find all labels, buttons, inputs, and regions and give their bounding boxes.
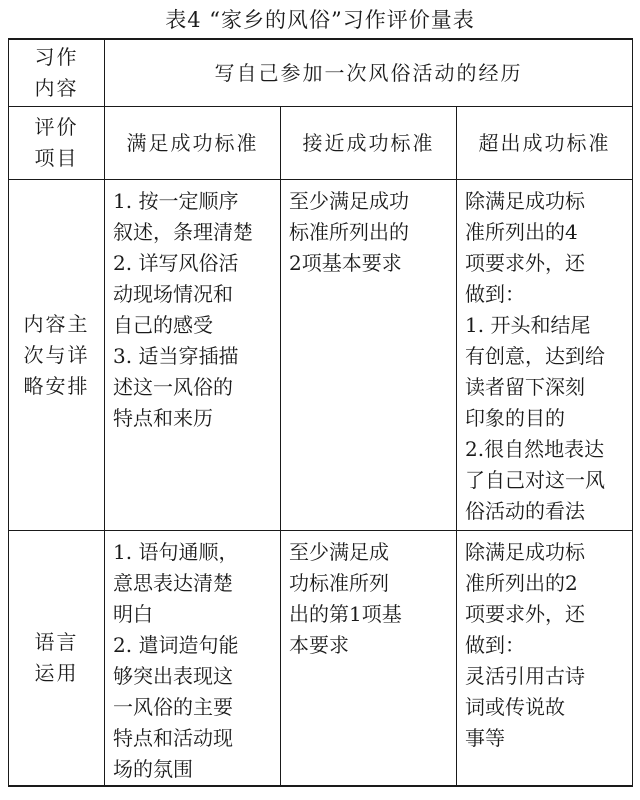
cell-text-line: 读者留下深刻 <box>465 375 585 399</box>
criteria-label-line: 项目 <box>34 146 79 170</box>
topic-label-cell <box>9 39 105 107</box>
cell-text-line: 明白 <box>113 602 153 626</box>
row-label-line: 次与详 <box>23 342 90 367</box>
cell-text-line: 有创意，达到给 <box>465 344 605 368</box>
evaluation-rubric-table <box>8 38 633 787</box>
cell-text-line: 功标准所列 <box>289 571 389 595</box>
cell-text-line: 项要求外，还 <box>465 602 585 626</box>
rubric-row-content-arrangement <box>9 180 633 531</box>
meets-criteria-cell <box>105 531 281 787</box>
cell-text-line: 自己的感受 <box>113 313 213 337</box>
row-label-cell <box>9 180 105 531</box>
cell-text-line: 一风俗的主要 <box>113 695 233 719</box>
cell-text-line: 准所列出的2 <box>465 571 578 595</box>
cell-text-line: 出的第1项基 <box>289 602 402 626</box>
cell-text-line: 除满足成功标 <box>465 540 585 564</box>
cell-text-line: 做到： <box>465 282 525 306</box>
row-label-line: 语言 <box>34 630 79 654</box>
cell-text-line: 至少满足成功 <box>289 189 409 213</box>
cell-text-line: 1. 开头和结尾 <box>465 313 591 337</box>
row-label-line: 内容主 <box>23 311 90 336</box>
topic-value: 写自己参加一次风俗活动的经历 <box>214 60 523 85</box>
cell-text-line: 叙述，条理清楚 <box>113 220 253 244</box>
approaching-criteria-cell <box>281 531 457 787</box>
column-header-approaching: 接近成功标准 <box>281 107 457 180</box>
header-row <box>9 107 633 180</box>
cell-text-line: 1. 语句通顺， <box>113 540 239 564</box>
criteria-label-cell <box>9 107 105 180</box>
cell-text-line: 至少满足成 <box>289 540 389 564</box>
cell-text-line: 词或传说故 <box>465 695 565 719</box>
exceeds-criteria-cell <box>457 180 633 531</box>
cell-text-line: 准所列出的4 <box>465 220 578 244</box>
cell-text-line: 意思表达清楚 <box>113 571 233 595</box>
cell-text-line: 2. 详写风俗活 <box>113 251 239 275</box>
cell-text-line: 灵活引用古诗 <box>465 664 585 688</box>
column-header-meets: 满足成功标准 <box>105 107 281 180</box>
exceeds-criteria-cell <box>457 531 633 787</box>
row-label-line: 运用 <box>34 661 79 685</box>
cell-text-line: 特点和活动现 <box>113 726 233 750</box>
cell-text-line: 特点和来历 <box>113 406 213 430</box>
cell-text-line: 2.很自然地表达 <box>465 437 605 461</box>
cell-text-line: 事等 <box>465 726 505 750</box>
table-title: 表4 “家乡的风俗”习作评价量表 <box>165 8 475 32</box>
cell-text-line: 印象的目的 <box>465 406 565 430</box>
cell-text-line: 2项基本要求 <box>289 251 402 275</box>
row-label-cell <box>9 531 105 787</box>
cell-text-line: 场的氛围 <box>113 757 193 781</box>
topic-row <box>9 39 633 107</box>
rubric-row-language-use <box>9 531 633 787</box>
cell-text-line: 做到： <box>465 633 525 657</box>
topic-label-line: 习作 <box>34 45 79 69</box>
topic-label-line: 内容 <box>34 76 79 100</box>
row-label-line: 略安排 <box>23 373 90 398</box>
cell-text-line: 3. 适当穿插描 <box>113 344 239 368</box>
cell-text-line: 本要求 <box>289 633 349 657</box>
cell-text-line: 2. 遣词造句能 <box>113 633 239 657</box>
topic-value-cell <box>105 39 633 107</box>
cell-text-line: 项要求外，还 <box>465 251 585 275</box>
column-header-exceeds: 超出成功标准 <box>457 107 633 180</box>
criteria-label-line: 评价 <box>34 115 79 139</box>
cell-text-line: 够突出表现这 <box>113 664 233 688</box>
cell-text-line: 了自己对这一风 <box>465 468 605 492</box>
cell-text-line: 述这一风俗的 <box>113 375 233 399</box>
cell-text-line: 除满足成功标 <box>465 189 585 213</box>
cell-text-line: 标准所列出的 <box>289 220 409 244</box>
cell-text-line: 1. 按一定顺序 <box>113 189 239 213</box>
cell-text-line: 俗活动的看法 <box>465 499 585 523</box>
cell-text-line: 动现场情况和 <box>113 282 233 306</box>
approaching-criteria-cell <box>281 180 457 531</box>
meets-criteria-cell <box>105 180 281 531</box>
